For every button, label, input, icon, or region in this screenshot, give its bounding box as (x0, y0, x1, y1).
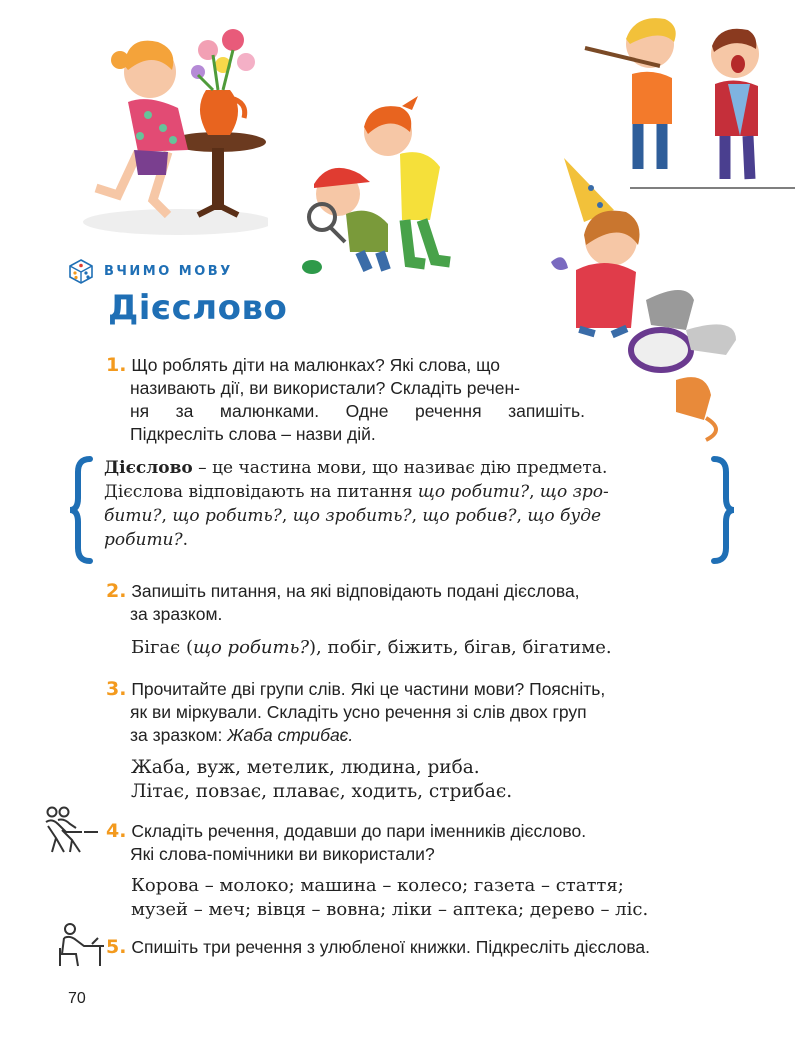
rule-question: бити? (104, 506, 162, 526)
rule-definition: – це частина мови, що називає дію предмета. (192, 458, 608, 478)
right-brace-icon (710, 456, 736, 564)
task-text: Запишіть питання, на які відповідають подані дієслова, (131, 581, 580, 601)
task-text: за зразком: (130, 725, 228, 745)
task-text: Які слова-помічники ви використали? (130, 844, 435, 864)
task-4 (106, 820, 726, 866)
task-text: Що роблять діти на малюнках? Які слова, що (131, 355, 501, 375)
left-brace-icon (68, 456, 94, 564)
rule-question: що робити? (417, 482, 530, 502)
girl-with-flowers-illustration (58, 10, 268, 235)
rule-questions: Дієслова відповідають на питання (104, 482, 418, 502)
example-3 (131, 756, 512, 804)
section-tag (68, 258, 233, 284)
example-2 (131, 636, 612, 660)
section-label: ВЧИМО МОВУ (104, 263, 233, 279)
task-text: називають дії, ви використали? Складіть речен- (130, 378, 520, 398)
task-3 (106, 678, 726, 747)
example-line: Корова – молоко; машина – колесо; газета – стаття; (131, 875, 624, 896)
task-text: Складіть речення, додавши до пари іменників дієслово. (131, 821, 587, 841)
rule-question: що зро- (539, 482, 609, 502)
example-line: Літає, повзає, плаває, ходить, стрибає. (131, 781, 513, 802)
rule-question: що зробить? (292, 506, 412, 526)
task-number: 2. (106, 580, 127, 602)
rule-text: Дієслово – це частина мови, що називає дію предмета. Дієслова відповідають на питання що робити?, що зро- бити?, що робить?, що зробить?, що робив?, що буде робити?. (104, 458, 609, 550)
example-text: Бігає ( (131, 637, 193, 658)
rule-question: що робить? (172, 506, 282, 526)
page-number: 70 (68, 990, 86, 1007)
task-text: ня за малюнками. Одне речення запишіть. (130, 401, 585, 421)
task-sample: Жаба стрибає. (227, 725, 354, 745)
page-title: Дієслово (108, 288, 288, 328)
task-number: 5. (106, 936, 127, 958)
pair-work-icon (42, 806, 100, 858)
task-5 (106, 936, 766, 959)
task-text: Спишіть три речення з улюбленої книжки. Підкресліть дієслова. (131, 937, 651, 957)
task-text: як ви міркували. Складіть усно речення зі слів двох груп (130, 702, 587, 722)
rule-question: робити? (104, 530, 183, 550)
rule-term: Дієслово (104, 458, 193, 478)
example-line: Жаба, вуж, метелик, людина, риба. (131, 757, 480, 778)
rule-question: що робив? (422, 506, 517, 526)
kids-with-magnifier-illustration (290, 92, 480, 280)
rule-box (68, 456, 736, 564)
task-number: 1. (106, 354, 127, 376)
example-line: музей – меч; вівця – вовна; ліки – аптека; дерево – ліс. (131, 899, 649, 920)
task-number: 4. (106, 820, 127, 842)
task-text: Прочитайте дві групи слів. Які це частини мови? Поясніть, (131, 679, 606, 699)
rule-question: що буде (527, 506, 602, 526)
task-1 (106, 354, 586, 446)
task-2 (106, 580, 726, 626)
task-number: 3. (106, 678, 127, 700)
dice-icon (68, 258, 94, 284)
example-4 (131, 874, 648, 922)
writing-student-icon (56, 922, 106, 968)
task-text: Підкресліть слова – назви дій. (130, 424, 376, 444)
example-question: що робить? (192, 637, 310, 658)
example-text: ), побіг, біжить, бігав, бігатиме. (309, 637, 612, 658)
task-text: за зразком. (130, 604, 223, 624)
